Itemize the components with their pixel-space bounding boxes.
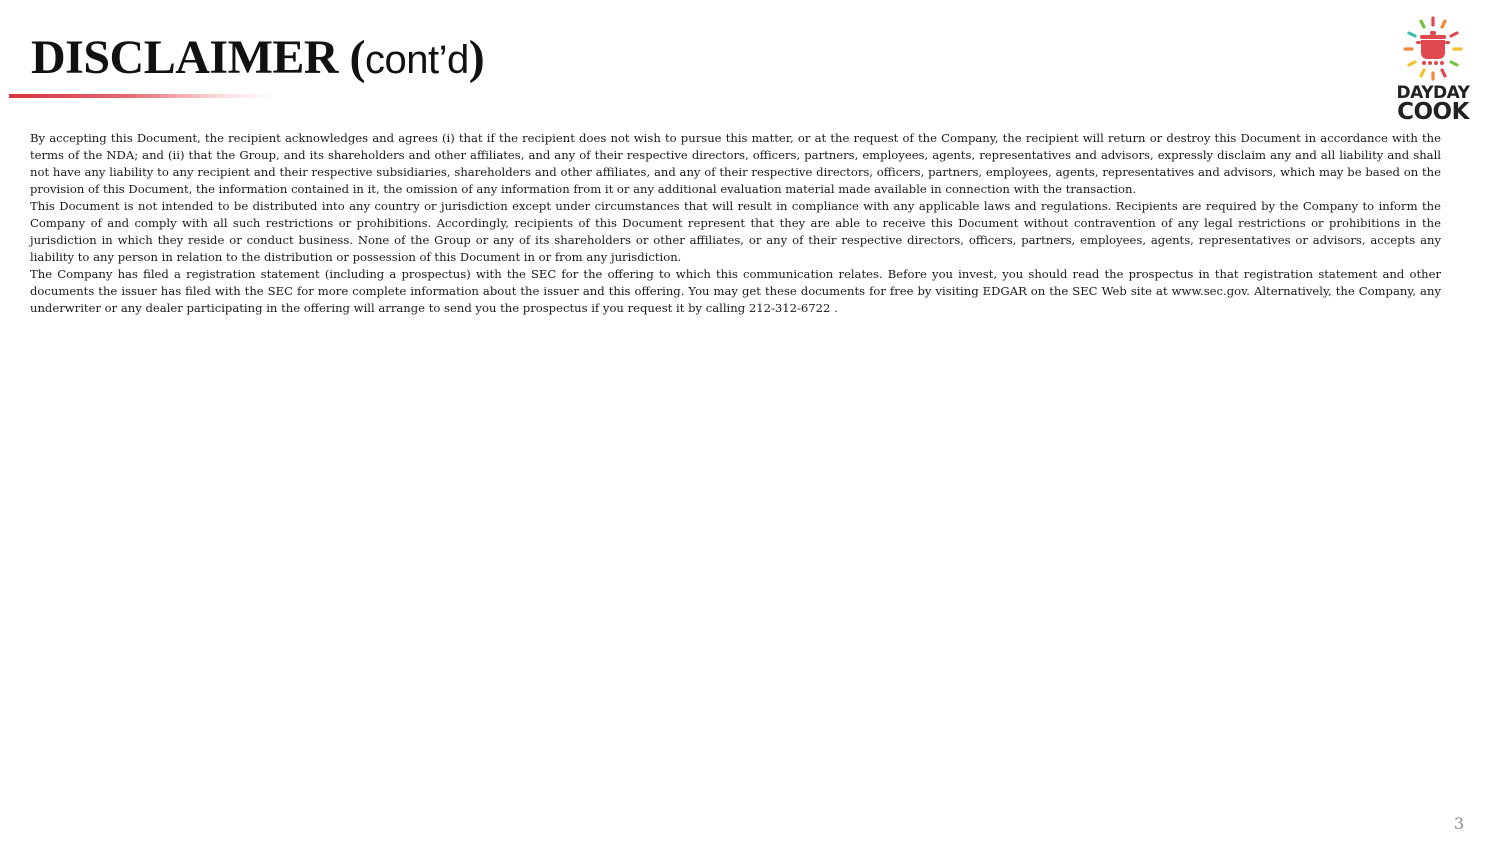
page-title [31, 28, 484, 90]
disclaimer-paragraph: By accepting this Document, the recipient acknowledges and agrees (i) that if the recipient does not wish to pursue this matter, or at the request of the Company, the recipient will return or destroy this Document in accordance with the terms of the NDA; and (ii) that the Group, and its shareholders and other affiliates, and any of their respective directors, officers, partners, employees, agents, representatives and advisors, expressly disclaim any and all liability and shall not have any liability to any recipient and their respective subsidiaries, shareholders and other affiliates, and any of their respective directors, officers, partners, employees, agents, representatives and advisors, which may be based on the provision of this Document, the information contained in it, the omission of any information from it or any additional evaluation material made available in connection with the transaction. [30, 131, 1441, 196]
ray [1451, 33, 1457, 36]
logo-text-cook: COOK [1397, 99, 1469, 125]
ray [1409, 62, 1415, 65]
disclaimer-paragraph: This Document is not intended to be distributed into any country or jurisdiction except under circumstances that will result in compliance with any applicable laws and regulations. Recipients are required by the Company to inform the Company of and comply with all such restrictions or prohibitions. Accordingly, recipients of this Document represent that they are able to receive this Document without contravention of any legal restrictions or prohibitions in the jurisdiction in which they reside or conduct business. None of the Group or any of its shareholders or other affiliates, or any of their respective directors, officers, partners, employees, agents, representatives or advisors, accepts any liability to any person in relation to the distribution or possession of this Document in or from any jurisdiction. [30, 199, 1441, 264]
ray [1442, 21, 1445, 27]
ray [1442, 70, 1445, 76]
page-title-suffix: cont’d [365, 38, 469, 82]
page-number: 3 [1453, 814, 1464, 833]
logo-text-dayday: DAYDAY [1396, 83, 1470, 103]
page-title-paren-open: ( [349, 31, 366, 84]
ray [1421, 70, 1424, 76]
disclaimer-body [30, 130, 1441, 317]
cooking-pot-icon [1390, 12, 1476, 84]
dayday-cook-logo [1390, 12, 1476, 124]
ray [1409, 33, 1415, 36]
disclaimer-paragraph: The Company has filed a registration statement (including a prospectus) with the SEC for the offering to which this communication relates. Before you invest, you should read the prospectus in that registration statement and other documents the issuer has filed with the SEC for more complete information about the issuer and this offering. You may get these documents for free by visiting EDGAR on the SEC Web site at www.sec.gov. Alternatively, the Company, any underwriter or any dealer participating in the offering will arrange to send you the prospectus if you request it by calling 212-312-6722 . [30, 267, 1441, 315]
page-title-paren-close: ) [468, 31, 485, 84]
page-title-main: DISCLAIMER [31, 31, 339, 84]
title-underline [9, 94, 274, 98]
ray [1421, 21, 1424, 27]
ray [1451, 62, 1457, 65]
